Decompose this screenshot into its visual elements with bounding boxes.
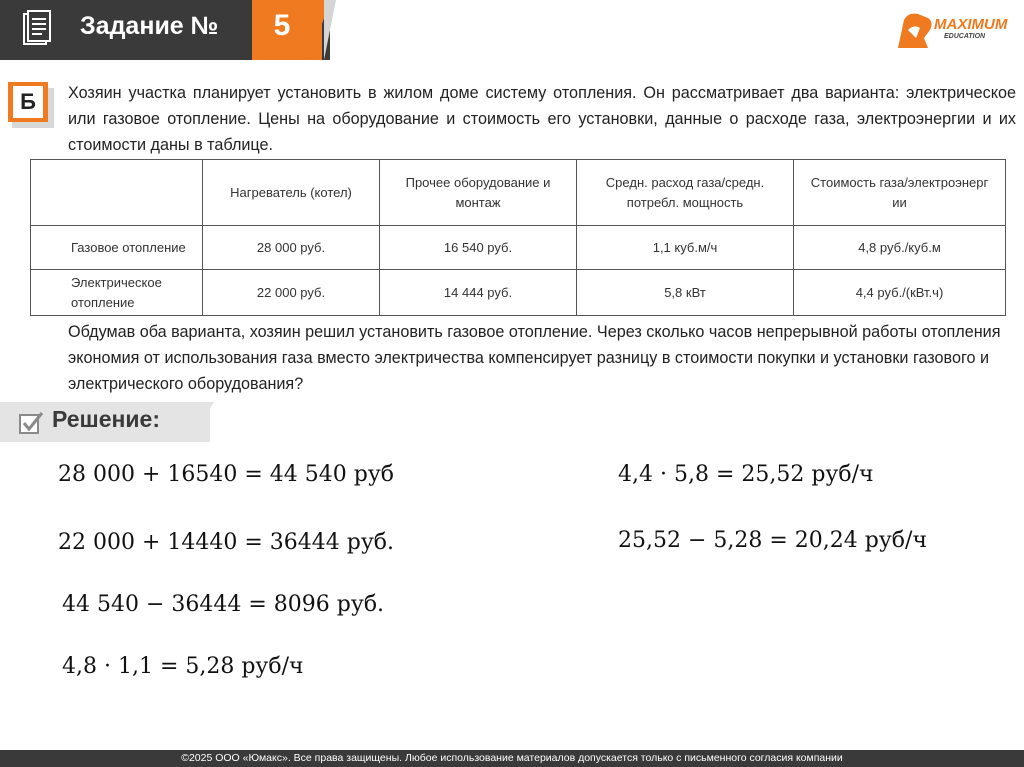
copyright-footer: ©2025 ООО «Юмакс». Все права защищены. Любое использование материалов допускается только с письменного согласия компании [0, 750, 1024, 767]
logo-text: MAXIMUM [934, 16, 1008, 33]
table-header-row [31, 160, 1006, 226]
data-table [30, 159, 1006, 316]
task-number: 5 [273, 9, 291, 42]
solution-line: 4,4 · 5,8 = 25,52 руб/ч [618, 462, 874, 487]
problem-text: Хозяин участка планирует установить в жилом доме систему отопления. Он рассматривает два варианта: электрическое или газовое отопление. Цены на оборудование и стоимость его установки, данные о расходе газа, электроэнергии и их стоимости даны в таблице. [68, 84, 1016, 154]
question-text: Обдумав оба варианта, хозяин решил установить газовое отопление. Через сколько часов непрерывной работы отопления экономия от использования газа вместо электричества компенсирует разницу в стоимости покупки и установки газового и электрического оборудования? [68, 323, 1001, 393]
logo-subtext: EDUCATION [944, 33, 986, 40]
table-cell: 1,1 куб.м/ч [577, 226, 794, 270]
task-title: Задание № [80, 12, 219, 40]
solution-line: 22 000 + 14440 = 36444 руб. [58, 530, 395, 555]
document-icon [22, 10, 52, 46]
table-cell: 14 444 руб. [380, 270, 577, 316]
solution-line: 28 000 + 16540 = 44 540 руб [58, 462, 395, 487]
table-header-cell: Средн. расход газа/средн. потребл. мощность [577, 160, 794, 226]
table-cell: 5,8 кВт [577, 270, 794, 316]
table-header-cell [31, 160, 203, 226]
table-row [31, 226, 1006, 270]
table-header-cell: Нагреватель (котел) [203, 160, 380, 226]
solution-line: 25,52 − 5,28 = 20,24 руб/ч [618, 528, 928, 553]
solution-line: 4,8 · 1,1 = 5,28 руб/ч [62, 654, 304, 679]
table-cell: Газовое отопление [31, 226, 203, 270]
variant-badge: Б [13, 86, 43, 118]
table-cell: Электрическое отопление [31, 270, 203, 316]
solution-line: 44 540 − 36444 = 8096 руб. [62, 592, 385, 617]
table-cell: 16 540 руб. [380, 226, 577, 270]
solution-title: Решение: [52, 406, 161, 432]
checkbox-checked-icon [18, 410, 44, 436]
table-header-cell: Стоимость газа/электроэнерг ии [794, 160, 1006, 226]
solution-band-edge [190, 402, 214, 442]
table-cell: 4,4 руб./(кВт.ч) [794, 270, 1006, 316]
table-header-cell: Прочее оборудование и монтаж [380, 160, 577, 226]
table-cell: 28 000 руб. [203, 226, 380, 270]
table-cell: 4,8 руб./куб.м [794, 226, 1006, 270]
header-edge [324, 0, 336, 60]
table-row [31, 270, 1006, 316]
table-cell: 22 000 руб. [203, 270, 380, 316]
